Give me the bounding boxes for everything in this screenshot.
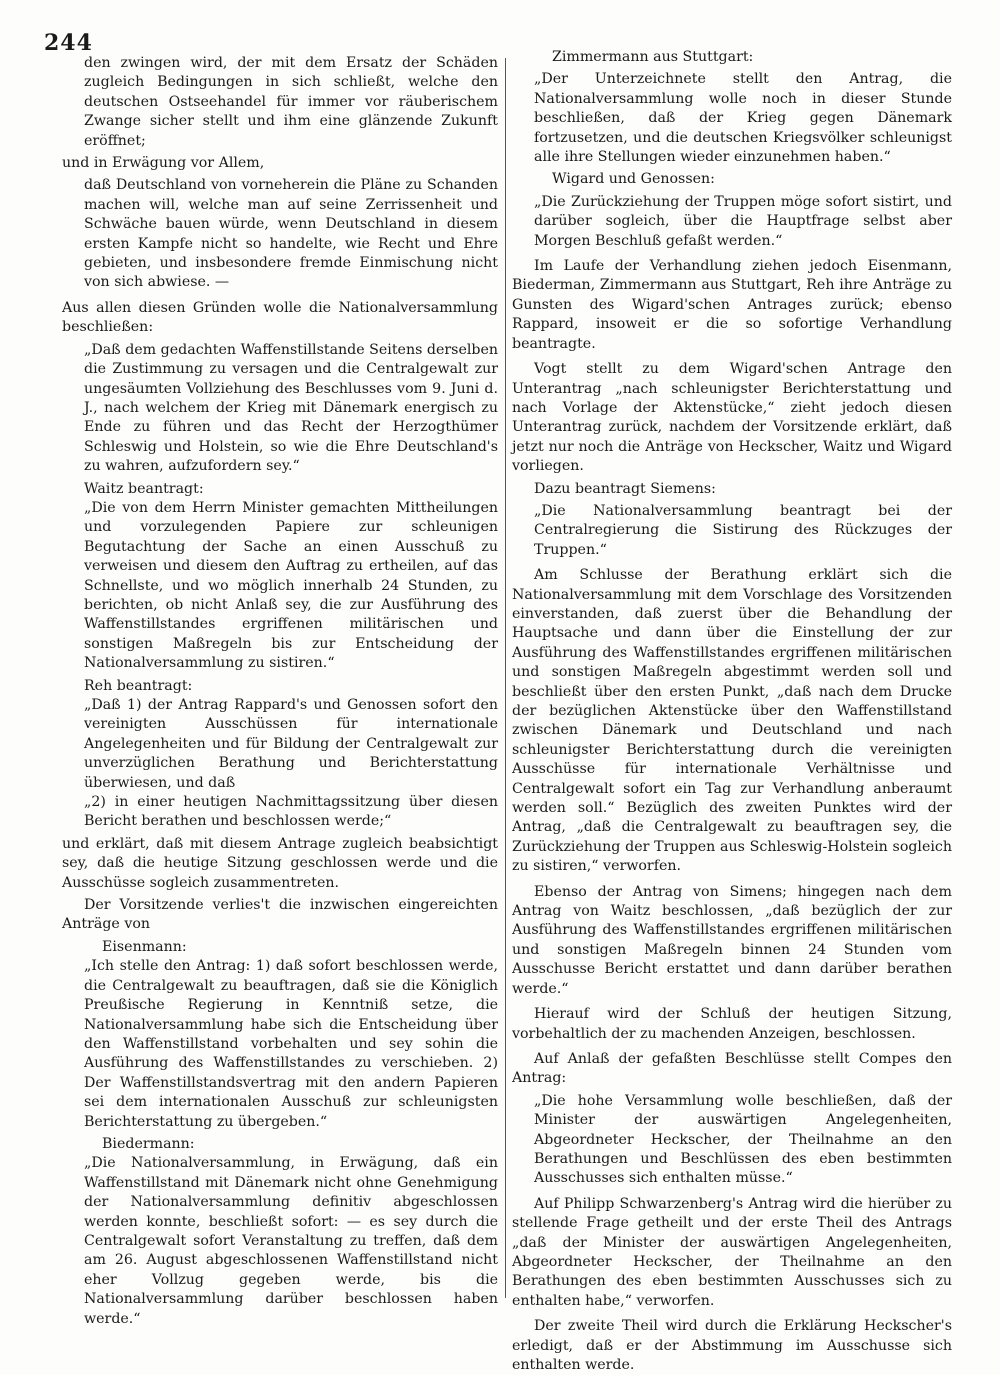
speaker-line: Waitz beantragt: [84, 480, 204, 497]
paragraph: Dazu beantragt Siemens: [534, 480, 716, 497]
quote-paragraph: „Die Nationalversammlung, in Erwägung, daß ein Waffenstillstand mit Dänemark nicht ohne Genehmigung der Nationalversammlung definitiv abgeschlossen werden konnte, beschließt sofort: — es sey durch die Centralgewalt sofort Veranstaltung zu treffen, daß dem am 26. August abgeschlossenen Waffenstillstand nicht eher Vollzug gegeben werde, bis die Nationalversammlung darüber beschlossen haben werde.“ [84, 1155, 498, 1327]
page-number: 244 [44, 30, 93, 56]
speaker-heading: Wigard und Genossen: [552, 171, 715, 188]
right-column [512, 48, 952, 1375]
quote-paragraph: „Daß dem gedachten Waffenstillstande Seitens derselben die Zustimmung zu versagen und die Centralgewalt zur ungesäumten Vollziehung des Beschlusses vom 9. Juni d. J., nach welchem der Krieg mit Dänemark energisch zu Ende zu führen und das Recht der Herzogthümer Schleswig und Holstein, so wie die Ehre Deutschland's zu wahren, aufzufordern sey.“ [84, 341, 498, 475]
quote-paragraph: „Die von dem Herrn Minister gemachten Mittheilungen und vorzulegenden Papiere zur schleunigen Begutachtung der Sache an einen Ausschuß zu verweisen und diesem den Auftrag zu ertheilen, auf das Schnellste, und wo möglich innerhalb 24 Stunden, zu berichten, ob nicht Anlaß sey, die zur Ausführung des Waffenstillstandes ergriffenen militärischen und sonstigen Maßregeln bis zur Entscheidung der Nationalversammlung zu sistiren.“ [84, 499, 498, 672]
quote-paragraph: „Die Nationalversammlung beantragt bei der Centralregierung die Sistirung des Rückzuges der Truppen.“ [534, 502, 952, 558]
quote-paragraph: „2) in einer heutigen Nachmittagssitzung über diesen Bericht berathen und beschlossen werde;“ [84, 794, 498, 830]
speaker-heading: Biedermann: [102, 1135, 195, 1152]
paragraph: Auf Anlaß der gefaßten Beschlüsse stellt Compes den Antrag: [512, 1050, 952, 1087]
paragraph: Der Vorsitzende verlies't die inzwischen eingereichten Anträge von [62, 897, 498, 933]
left-column [62, 54, 498, 1329]
column-divider [505, 58, 506, 1298]
speaker-heading: Eisenmann: [102, 938, 187, 955]
paragraph: daß Deutschland von vorneherein die Pläne zu Schanden machen will, welche man auf seine Zerrissenheit und Schwäche bauen würde, wenn Deutschland in diesem ersten Kampfe nicht so handelte, wie Recht und Ehre gebieten, und insbesondere fremde Einmischung nicht von sich abwiese. — [84, 177, 498, 291]
quote-paragraph: „Die hohe Versammlung wolle beschließen, daß der Minister der auswärtigen Angelegenheiten, Abgeordneter Heckscher, der Theilnahme an den Berathungen und Beschlüssen des eben bestimmten Ausschusses sich enthalten müsse.“ [534, 1092, 952, 1187]
paragraph: Im Laufe der Verhandlung ziehen jedoch Eisenmann, Biederman, Zimmermann aus Stuttgart, Reh ihre Anträge zu Gunsten des Wigard'schen Antrages zurück; ebenso Rappard, insoweit er die so sofortige Verhandlung beantragte. [512, 258, 952, 352]
paragraph: Vogt stellt zu dem Wigard'schen Antrage den Unterantrag „nach schleunigster Berichterstattung und nach Vorlage der Aktenstücke,“ zieht jedoch diesen Unterantrag zurück, nachdem der Vorsitzende erklärt, daß jetzt nur noch die Anträge von Heckscher, Waitz und Wigard vorliegen. [512, 361, 952, 475]
paragraph: Aus allen diesen Gründen wolle die Nationalversammlung beschließen: [62, 299, 498, 336]
paragraph: Der zweite Theil wird durch die Erklärung Heckscher's erledigt, daß er der Abstimmung im Ausschusse sich enthalten werde. [512, 1318, 952, 1373]
paragraph: Hierauf wird der Schluß der heutigen Sitzung, vorbehaltlich der zu machenden Anzeigen, beschlossen. [512, 1006, 952, 1042]
quote-paragraph: „Der Unterzeichnete stellt den Antrag, die Nationalversammlung wolle noch in dieser Stunde beschließen, daß der Krieg gegen Dänemark fortzusetzen, und die deutschen Kriegsvölker schleunigst alle ihre Stellungen wieder einzunehmen haben.“ [534, 71, 952, 166]
paragraph: Ebenso der Antrag von Simens; hingegen nach dem Antrag von Waitz beschlossen, „daß bezüglich der zur Ausführung des Waffenstillstandes ergriffenen militärischen und sonstigen Maßregeln binnen 24 Stunden vom Ausschusse Bericht erstattet und dann darüber berathen werde.“ [512, 883, 952, 997]
quote-paragraph: „Ich stelle den Antrag: 1) daß sofort beschlossen werde, die Centralgewalt zu beauftragen, daß sie die Königlich Preußische Regierung in Kenntniß setze, die Nationalversammlung habe sich die Entscheidung über den Waffenstillstand vorbehalten und sey sohin die Ausführung des Waffenstillstandes zu verschieben. 2) Der Waffenstillstandsvertrag mit den andern Papieren sei dem internationalen Ausschuß zur schleunigsten Berichterstattung zu übergeben.“ [84, 958, 498, 1130]
paragraph: und in Erwägung vor Allem, [62, 155, 265, 172]
paragraph: den zwingen wird, der mit dem Ersatz der Schäden zugleich Bedingungen in sich schließt, welche den deutschen Ostseehandel für immer vor räuberischem Zwange sicher stellt und ihm eine glänzende Zukunft eröffnet; [84, 55, 498, 149]
paragraph: und erklärt, daß mit diesem Antrage zugleich beabsichtigt sey, daß die heutige Sitzung geschlossen werde und die Ausschüsse sogleich zusammentreten. [62, 835, 498, 891]
speaker-heading: Zimmermann aus Stuttgart: [552, 49, 754, 65]
speaker-line: Reh beantragt: [84, 677, 193, 694]
paragraph: Auf Philipp Schwarzenberg's Antrag wird die hierüber zu stellende Frage getheilt und der erste Theil des Antrags „daß der Minister der auswärtigen Angelegenheiten, Abgeordneter Heckscher, der Theilnahme an den Berathungen des eben bestimmten Ausschusses sich zu enthalten habe,“ verworfen. [512, 1195, 952, 1309]
quote-paragraph: „Die Zurückziehung der Truppen möge sofort sistirt, und darüber sogleich, über die Hauptfrage selbst aber Morgen Beschluß gefaßt werden.“ [534, 193, 952, 249]
quote-paragraph: „Daß 1) der Antrag Rappard's und Genossen sofort den vereinigten Ausschüssen für internationale Angelegenheiten und für Bildung der Centralgewalt zur unverzüglichen Berathung und Berichterstattung überwiesen, und daß [84, 697, 498, 791]
paragraph: Am Schlusse der Berathung erklärt sich die Nationalversammlung mit dem Vorschlage des Vorsitzenden einverstanden, daß zuerst über die Behandlung der Hauptsache und dann über die Einstellung der zur Ausführung des Waffenstillstandes ergriffenen militärischen und sonstigen Maßregeln abgestimmt werden soll und beschließt über den ersten Punkt, „daß nach dem Drucke der bezüglichen Aktenstücke über den Waffenstillstand zwischen Dänemark und Deutschland und nach schleunigster Berichterstattung durch die vereinigten Ausschüsse für internationale Verhältnisse und Centralgewalt sofort ein Tag zur Verhandlung anberaumt werden soll.“ Bezüglich des zweiten Punktes wird der Antrag, „daß die Centralgewalt zu beauftragen sey, die Zurückziehung der Truppen aus Schleswig-Holstein sogleich zu sistiren,“ verworfen. [512, 567, 952, 875]
